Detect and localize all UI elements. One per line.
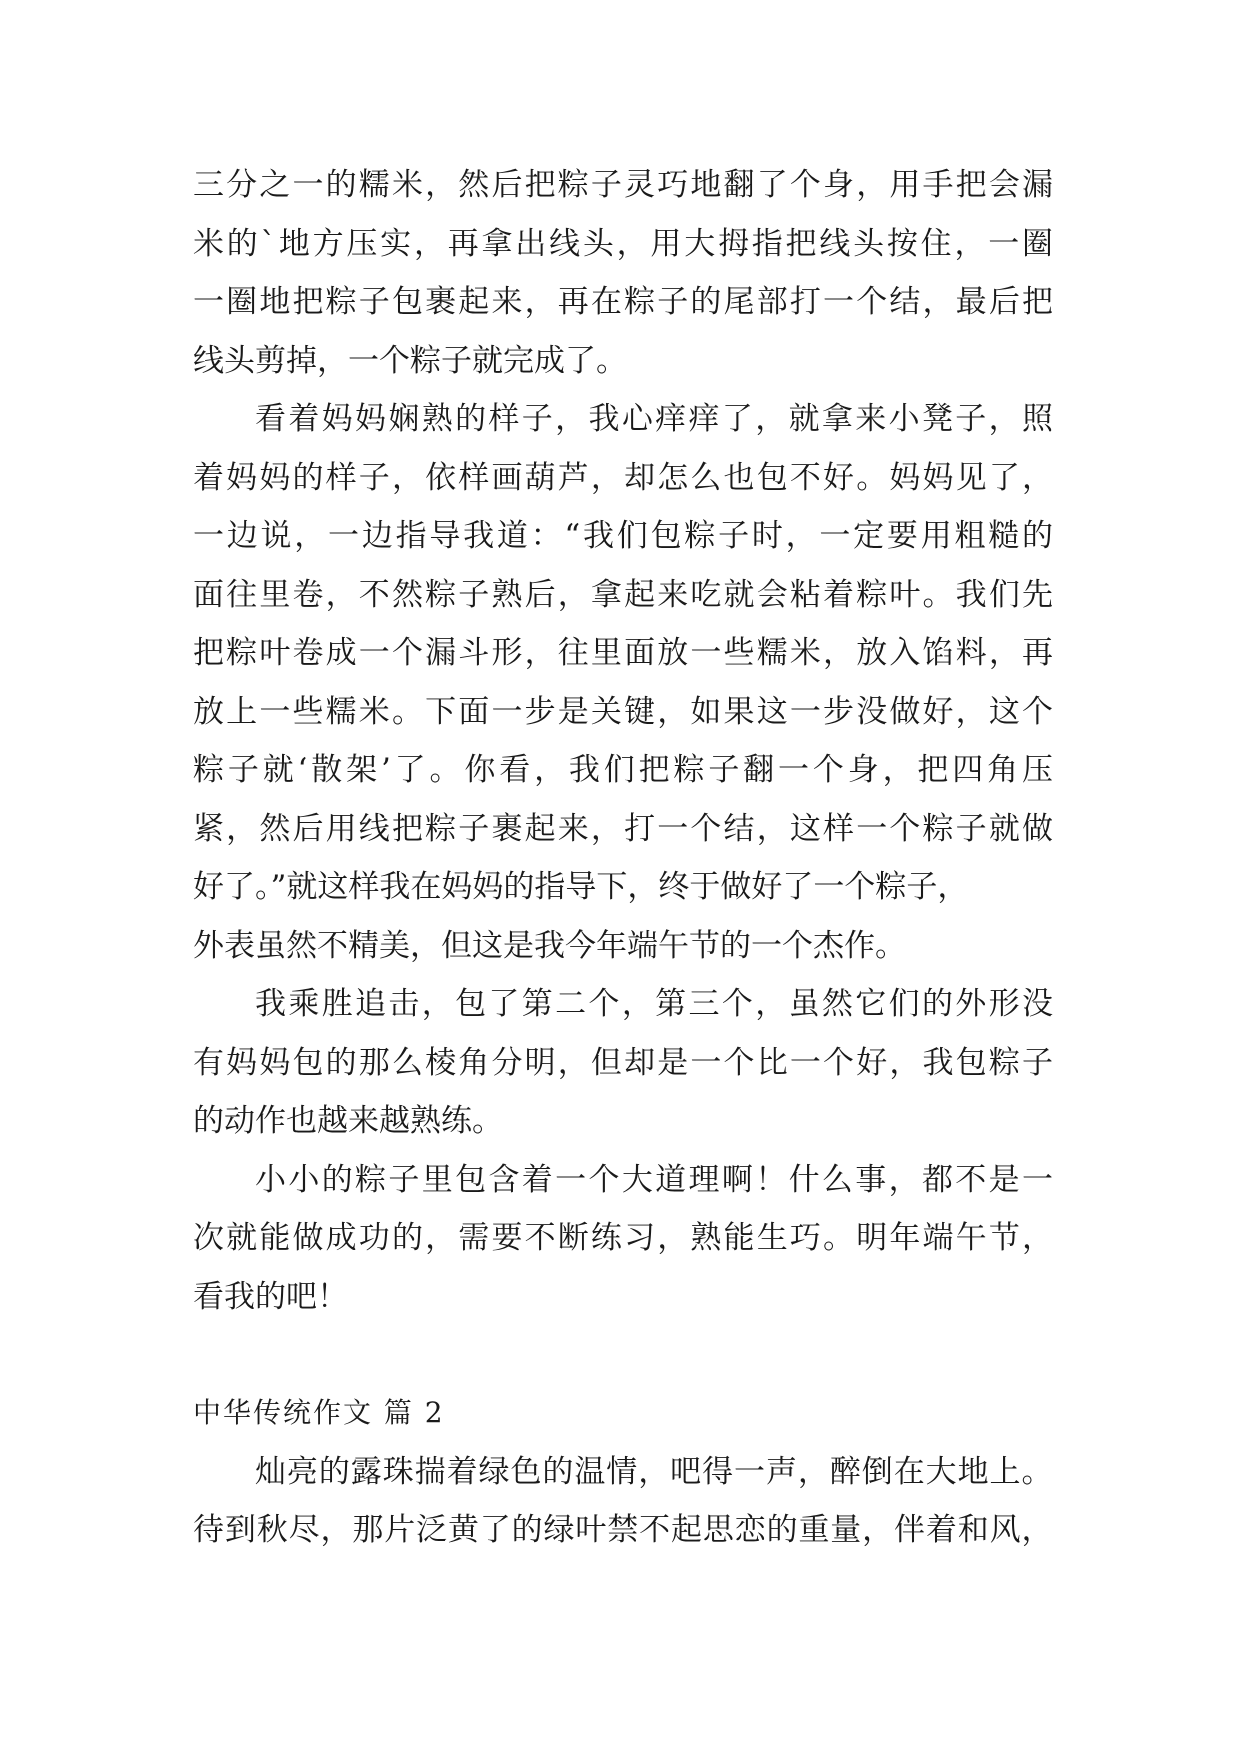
text-line: 面往里卷，不然粽子熟后，拿起来吃就会粘着粽叶。我们先 xyxy=(193,576,1053,613)
text-line: 我乘胜追击，包了第二个，第三个，虽然它们的外形没 xyxy=(255,986,1053,1022)
text-line: 外表虽然不精美，但这是我今年端午节的一个杰作。 xyxy=(193,927,906,964)
text-line: 好了。”就这样我在妈妈的指导下，终于做好了一个粽子， xyxy=(193,869,969,905)
text-line: 线头剪掉，一个粽子就完成了。 xyxy=(193,342,627,379)
document-body xyxy=(193,156,1053,1560)
paragraph-3 xyxy=(193,975,1053,1151)
text-line: 次就能做成功的，需要不断练习，熟能生巧。明年端午节， xyxy=(193,1220,1053,1256)
text-line: 着妈妈的样子，依样画葫芦，却怎么也包不好。妈妈见了， xyxy=(193,459,1053,496)
text-line: 放上一些糯米。下面一步是关键，如果这一步没做好，这个 xyxy=(193,693,1053,730)
text-line: 三分之一的糯米，然后把粽子灵巧地翻了个身，用手把会漏 xyxy=(193,167,1053,203)
text-line: 把粽叶卷成一个漏斗形，往里面放一些糯米，放入馅料，再 xyxy=(193,635,1053,671)
paragraph-2 xyxy=(193,390,1053,975)
section-spacer xyxy=(193,1326,1053,1384)
text-line: 看我的吧！ xyxy=(193,1278,348,1315)
text-line: 待到秋尽，那片泛黄了的绿叶禁不起思恋的重量，伴着和风， xyxy=(193,1512,1053,1548)
text-line: 看着妈妈娴熟的样子，我心痒痒了，就拿来小凳子，照 xyxy=(255,401,1053,437)
paragraph-5 xyxy=(193,1443,1053,1560)
paragraph-4 xyxy=(193,1151,1053,1327)
text-line: 的动作也越来越熟练。 xyxy=(193,1103,503,1139)
section-heading: 中华传统作文 篇 2 xyxy=(193,1396,445,1429)
text-line: 灿亮的露珠揣着绿色的温情，吧得一声，醉倒在大地上。 xyxy=(255,1453,1053,1490)
text-line: 有妈妈包的那么棱角分明，但却是一个比一个好，我包粽子 xyxy=(193,1044,1053,1081)
text-line: 米的`地方压实，再拿出线头，用大拇指把线头按住，一圈 xyxy=(193,225,1053,262)
text-line: 粽子就‘散架’了。你看，我们把粽子翻一个身，把四角压 xyxy=(193,752,1053,788)
text-line: 一圈地把粽子包裹起来，再在粽子的尾部打一个结，最后把 xyxy=(193,284,1053,320)
text-line: 小小的粽子里包含着一个大道理啊！什么事，都不是一 xyxy=(255,1161,1053,1198)
text-line: 紧，然后用线把粽子裹起来，打一个结，这样一个粽子就做 xyxy=(193,810,1053,847)
paragraph-1 xyxy=(193,156,1053,390)
text-line: 一边说，一边指导我道：“我们包粽子时，一定要用粗糙的 xyxy=(193,518,1053,554)
